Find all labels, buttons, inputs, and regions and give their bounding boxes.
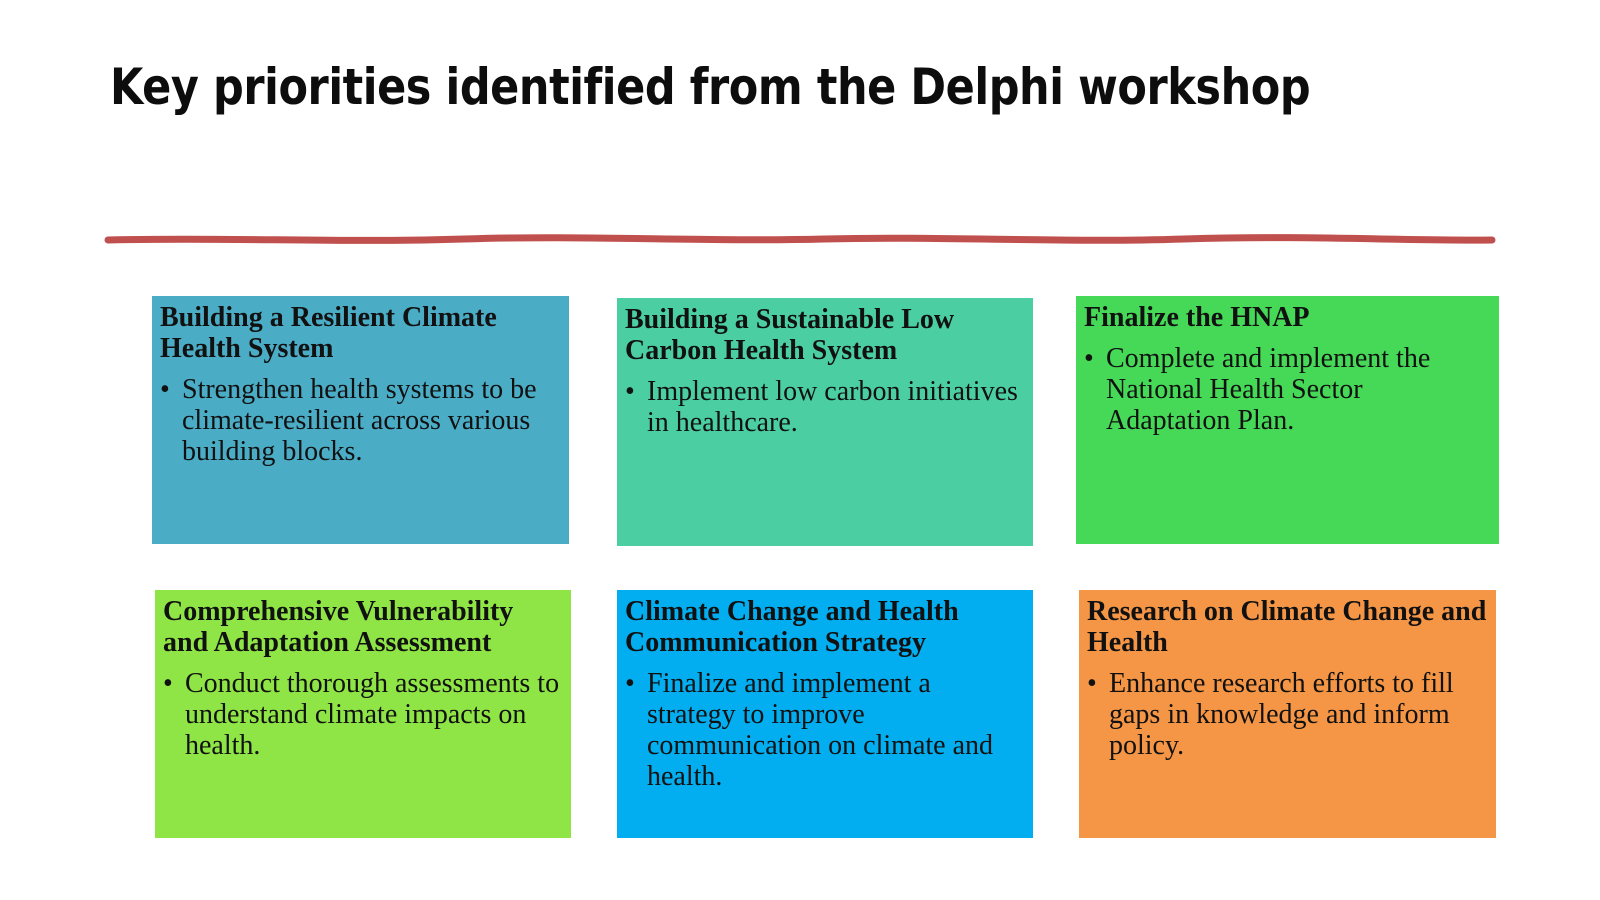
card-bullet [1084, 343, 1491, 436]
bullet-icon: • [160, 374, 170, 405]
priority-card-finalize-hnap [1076, 296, 1499, 544]
priority-card-communication-strategy [617, 590, 1033, 838]
card-bullet [625, 376, 1025, 438]
card-title: Finalize the HNAP [1084, 302, 1310, 333]
card-title: Building a Resilient Climate Health System [160, 302, 497, 364]
priority-card-vulnerability-assessment [155, 590, 571, 838]
priority-card-resilient-health-system [152, 296, 569, 544]
page-title: Key priorities identified from the Delphi workshop [110, 58, 1311, 116]
bullet-icon: • [1084, 343, 1094, 374]
card-bullet-text: Implement low carbon initiatives in healthcare. [647, 376, 1018, 438]
card-bullet-text: Complete and implement the National Health Sector Adaptation Plan. [1106, 343, 1431, 436]
card-bullet-text: Enhance research efforts to fill gaps in knowledge and inform policy. [1109, 668, 1454, 761]
card-title: Climate Change and Health Communication Strategy [625, 596, 959, 658]
card-bullet [625, 668, 1025, 792]
card-bullet [1087, 668, 1488, 761]
card-bullet-text: Strengthen health systems to be climate-resilient across various building blocks. [182, 374, 537, 467]
card-bullet [160, 374, 561, 467]
priority-card-research [1079, 590, 1496, 838]
title-divider [104, 228, 1496, 252]
bullet-icon: • [625, 668, 635, 699]
priority-card-low-carbon-health-system [617, 298, 1033, 546]
card-title: Building a Sustainable Low Carbon Health System [625, 304, 955, 366]
bullet-icon: • [163, 668, 173, 699]
card-bullet-text: Finalize and implement a strategy to improve communication on climate and health. [647, 668, 994, 792]
card-bullet-text: Conduct thorough assessments to understand climate impacts on health. [185, 668, 560, 761]
card-title: Comprehensive Vulnerability and Adaptation Assessment [163, 596, 514, 658]
bullet-icon: • [1087, 668, 1097, 699]
card-bullet [163, 668, 563, 761]
bullet-icon: • [625, 376, 635, 407]
card-title: Research on Climate Change and Health [1087, 596, 1487, 658]
